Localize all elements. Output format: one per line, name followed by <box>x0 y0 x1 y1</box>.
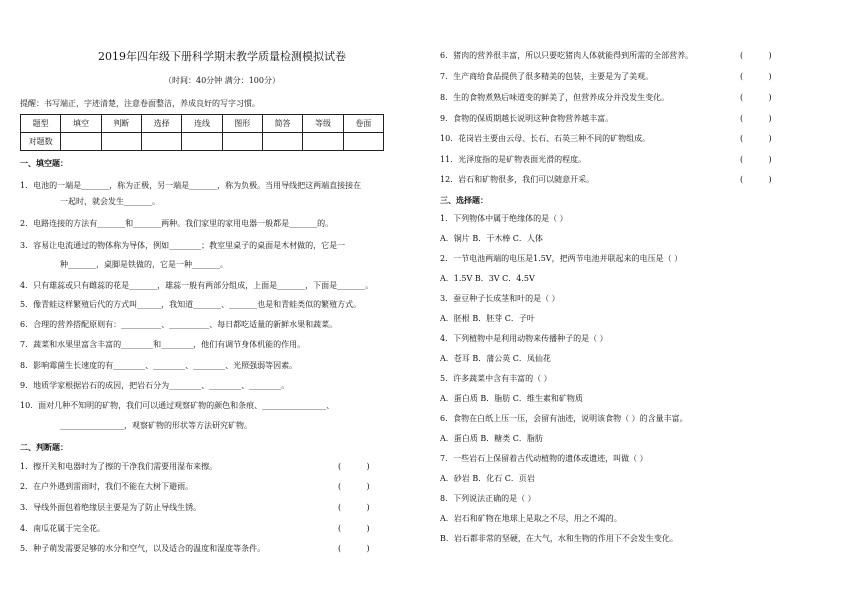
judge-item-2: 2．在户外遇到雷雨时，我们不能在大树下避雨。 <box>20 482 194 491</box>
fill-line-9: 7．蔬菜和水果里富含丰富的________和________，他们有调节身体机能的作用。 <box>20 340 306 349</box>
fill-line-3: 2．电路连接的方法有_______和_______两种。我们家里的家用电器一般都是_______的。 <box>20 219 334 228</box>
choice-line-9: 5．许多蔬菜中含有丰富的（ ） <box>440 374 552 383</box>
table-cell <box>141 133 181 151</box>
choice-line-16: A．岩石和矿物在地球上是取之不尽，用之不竭的。 <box>440 514 622 523</box>
page-title: 2019年四年级下册科学期末教学质量检测模拟试卷 <box>98 50 346 63</box>
answer-paren: ( ) <box>740 155 772 164</box>
fill-line-10: 8．影响霉菌生长速度的有________、________、________、光照强弱等因素。 <box>20 361 298 370</box>
choice-line-15: 8．下列说法正确的是（ ） <box>440 494 536 503</box>
fill-line-6: 4．只有雄蕊或只有雌蕊的花是_______，雄蕊一般有两部分组成，上面是_______，下面是_______。 <box>20 281 374 290</box>
judge-item-8: 8．生的食物煮熟后味道变的鲜美了，但营养成分并没发生变化。 <box>440 93 670 102</box>
fill-line-1: 1．电池的一端是_______，称为正极，另一端是_______，称为负极。当用导线把这两端直接接在 <box>20 181 362 190</box>
choice-line-2: A．铜片 B．干木棒 C．人体 <box>440 234 543 243</box>
fill-line-5: 种_______，桌脚是铁做的，它是一种_______。 <box>60 260 228 269</box>
table-cell: 简答 <box>262 115 302 133</box>
judge-item-4: 4．南瓜花属于完全花。 <box>20 524 106 533</box>
choice-line-17: B．岩石都非常的坚硬，在大气，水和生物的作用下不会发生变化。 <box>440 534 678 543</box>
table-cell: 题型 <box>21 115 61 133</box>
table-cell <box>343 133 383 151</box>
fill-line-4: 3．容易让电流通过的物体称为导体，例如________；教室里桌子的桌面是木材做的，它是一 <box>20 241 346 250</box>
judge-item-10: 10．花岗岩主要由云母、长石、石英三种不同的矿物组成。 <box>440 134 651 143</box>
judge-item-9: 9．食物的保质期越长说明这种食物营养越丰富。 <box>440 114 614 123</box>
choice-section-heading: 三、选择题： <box>440 195 488 205</box>
table-cell <box>61 133 101 151</box>
answer-paren: ( ) <box>338 503 370 512</box>
choice-line-1: 1．下列物体中属于绝缘体的是（ ） <box>440 214 568 223</box>
answer-paren: ( ) <box>338 524 370 533</box>
judge-item-5: 5．种子萌发需要足够的水分和空气，以及适合的温度和湿度等条件。 <box>20 544 266 553</box>
choice-line-14: A．砂岩 B．化石 C．页岩 <box>440 474 535 483</box>
fill-line-11: 9．地质学家根据岩石的成因，把岩石分为________、________、________。 <box>20 381 290 390</box>
score-table-count-row <box>21 133 384 151</box>
answer-paren: ( ) <box>740 72 772 81</box>
fill-line-8: 6．合理的营养搭配原则有：__________、__________、每日都吃适量的新鲜水果和蔬菜。 <box>20 320 338 329</box>
choice-line-13: 7．一些岩石上保留着古代动植物的遗体或遗迹，叫做（ ） <box>440 454 648 463</box>
score-table <box>20 114 384 151</box>
answer-paren: ( ) <box>740 93 772 102</box>
table-cell: 图形 <box>222 115 262 133</box>
choice-line-5: 3．蚕豆种子长成茎和叶的是（ ） <box>440 294 560 303</box>
score-table-header-row <box>21 115 384 133</box>
judge-section-heading: 二、判断题： <box>20 442 68 452</box>
answer-paren: ( ) <box>338 462 370 471</box>
table-cell: 等级 <box>303 115 343 133</box>
choice-line-12: A．蛋白质 B．糖类 C．脂肪 <box>440 434 543 443</box>
table-cell <box>182 133 222 151</box>
answer-paren: ( ) <box>338 544 370 553</box>
judge-item-12: 12．岩石和矿物很多，我们可以随意开采。 <box>440 175 595 184</box>
table-cell: 对题数 <box>21 133 61 151</box>
exam-time-score: （时间：40分钟 满分：100分） <box>164 76 280 85</box>
judge-item-3: 3．导线外面包着绝缘层主要是为了防止导线生锈。 <box>20 503 202 512</box>
choice-line-7: 4．下列植物中是利用动物来传播种子的是（ ） <box>440 334 608 343</box>
choice-line-4: A．1.5V B．3V C．4.5V <box>440 274 535 283</box>
choice-line-11: 6．食物在白纸上压一压，会留有油迹，说明该食物（ ）的含量丰富。 <box>440 414 688 423</box>
answer-paren: ( ) <box>740 114 772 123</box>
table-cell: 连线 <box>182 115 222 133</box>
judge-item-6: 6．猪肉的营养很丰富，所以只要吃猪肉人体就能得到所需的全部营养。 <box>440 51 694 60</box>
judge-item-11: 11．光泽度指的是矿物表面光滑的程度。 <box>440 155 587 164</box>
answer-paren: ( ) <box>740 51 772 60</box>
choice-line-8: A．苍耳 B．蒲公英 C．凤仙花 <box>440 354 551 363</box>
choice-line-3: 2．一节电池两端的电压是1.5V，把两节电池并联起来的电压是（ ） <box>440 254 683 263</box>
table-cell <box>262 133 302 151</box>
table-cell <box>222 133 262 151</box>
choice-line-10: A．蛋白质 B．脂肪 C．维生素和矿物质 <box>440 394 583 403</box>
fill-line-7: 5．像青蛙这样繁殖后代的方式叫______，我知道_______、_______也是和青蛙类似的繁殖方式。 <box>20 300 362 309</box>
choice-line-6: A．胚根 B．胚芽 C．子叶 <box>440 314 535 323</box>
judge-item-7: 7．生产商给食品提供了很多精美的包装，主要是为了美观。 <box>440 72 654 81</box>
table-cell: 判断 <box>101 115 141 133</box>
table-cell: 选择 <box>141 115 181 133</box>
table-cell: 卷面 <box>343 115 383 133</box>
answer-paren: ( ) <box>338 482 370 491</box>
fill-line-12: 10．面对几种不知明的矿物，我们可以通过观察矿物的颜色和条痕、________________、 <box>20 401 335 410</box>
fill-line-13: ________________，观察矿物的形状等方法研究矿物。 <box>60 421 252 430</box>
answer-paren: ( ) <box>740 175 772 184</box>
judge-item-1: 1．擦开关和电器时为了擦的干净我们需要用湿布来擦。 <box>20 462 218 471</box>
table-cell <box>101 133 141 151</box>
table-cell: 填空 <box>61 115 101 133</box>
answer-paren: ( ) <box>740 134 772 143</box>
fill-line-2: 一起时，就会发生_______。 <box>60 197 160 206</box>
table-cell <box>303 133 343 151</box>
writing-tip: 提醒：书写端正，字迹清楚，注意卷面整洁，养成良好的写字习惯。 <box>20 99 260 108</box>
fill-section-heading: 一、填空题： <box>20 158 68 168</box>
